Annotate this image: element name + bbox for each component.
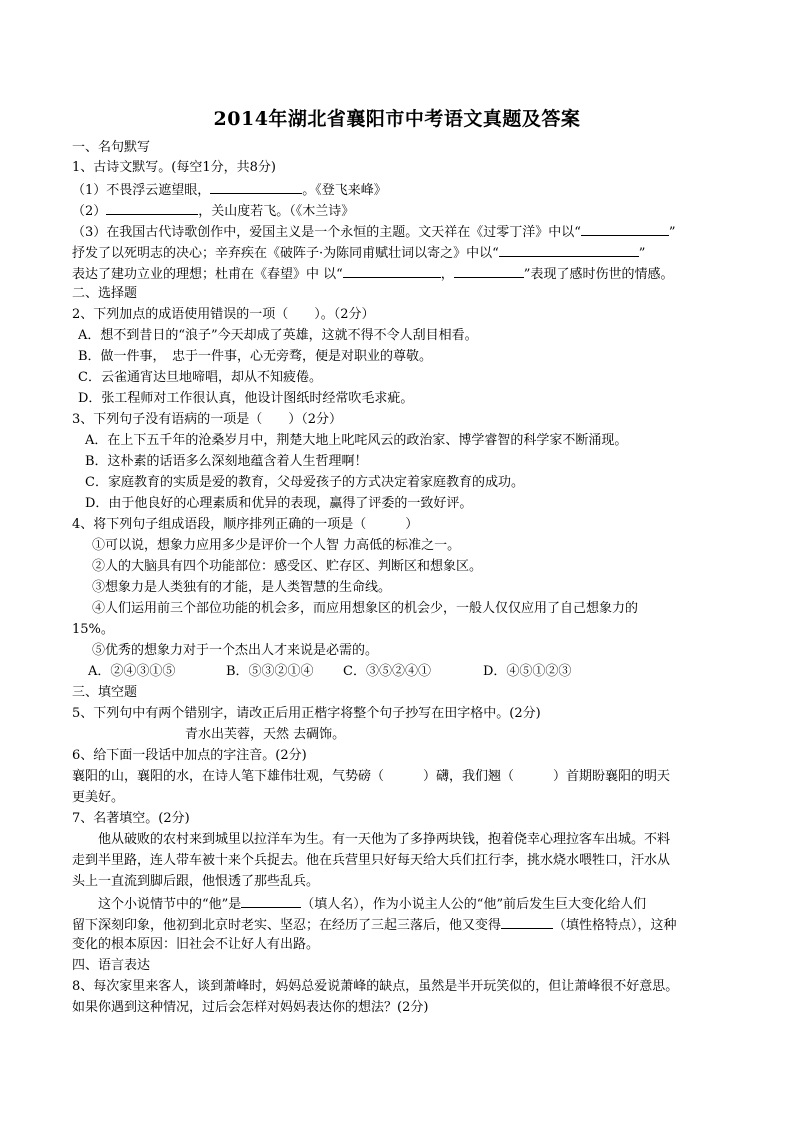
answer-blank xyxy=(581,221,669,236)
question-3-option-a: A．在上下五千年的沧桑岁月中，荆楚大地上叱咤风云的政治家、博学睿智的科学家不断涌现。 xyxy=(85,433,628,448)
question-1-3-text-e: 表达了建功立业的理想；杜甫在《春望》中 以“ xyxy=(72,267,343,282)
question-4-sentence-4: ④人们运用前三个部位功能的机会多，而应用想象区的机会少，一般人仅仅应用了自己想象力的 xyxy=(92,601,639,616)
question-2-option-d: D．张工程师对工作很认真，他设计图纸时经常吹毛求疵。 xyxy=(78,391,414,406)
question-7-text-d: （填性格特点），这种 xyxy=(553,918,677,933)
question-1-3-line-3 xyxy=(72,263,673,285)
question-1-3-line-2 xyxy=(72,242,645,264)
question-7-fill-line-1 xyxy=(98,893,646,915)
answer-blank xyxy=(501,914,553,929)
question-4-sentence-5: ⑤优秀的想象力对于一个杰出人才来说是必需的。 xyxy=(92,643,379,658)
question-6-passage-2: 更美好。 xyxy=(72,790,125,805)
question-1-3-text-c: 抒发了以死明志的决心；辛弃疾在《破阵子·为陈同甫赋壮词以寄之》中以“ xyxy=(72,246,499,261)
question-3: 3、下列句子没有语病的一项是（ ）（2分） xyxy=(72,412,343,427)
question-1-3-line-1 xyxy=(72,221,676,243)
question-4: 4、将下列句子组成语段，顺序排列正确的一项是（ ） xyxy=(72,517,419,532)
answer-blank xyxy=(454,263,524,278)
question-5: 5、下列句中有两个错别字，请改正后用正楷字将整个句子抄写在田字格中。(2分) xyxy=(72,706,541,721)
question-4-option-c: C．③⑤②④① xyxy=(343,664,431,679)
answer-blank xyxy=(499,242,639,257)
question-1-3-text-g: ”表现了感时伤世的情感。 xyxy=(523,267,674,282)
section-2-heading: 二、选择题 xyxy=(72,286,138,301)
answer-blank xyxy=(343,263,441,278)
question-1-1-source: 。《登飞来峰》 xyxy=(302,183,387,198)
question-2-option-a: A．想不到昔日的“浪子”今天却成了英雄，这就不得不令人刮目相看。 xyxy=(78,328,478,343)
question-4-sentence-2: ②人的大脑具有四个功能部位：感受区、贮存区、判断区和想象区。 xyxy=(92,559,483,574)
section-1-heading: 一、名句默写 xyxy=(72,140,151,155)
question-7-fill-line-3: 变化的根本原因：旧社会不让好人有出路。 xyxy=(72,937,320,952)
question-7-fill-line-2 xyxy=(72,914,677,936)
question-1-2-text: ，关山度若飞。（《木兰诗》 xyxy=(198,204,355,219)
question-7-text-b: （填人名），作为小说主人公的“他”前后发生巨大变化给人们 xyxy=(301,897,647,912)
page-title: 2014年湖北省襄阳市中考语文真题及答案 xyxy=(213,108,581,130)
section-4-heading: 四、语言表达 xyxy=(72,958,151,973)
question-1-2-label: （2） xyxy=(72,204,107,219)
question-7-text-c: 留下深刻印象，他初到北京时老实、坚忍；在经历了三起三落后，他又变得 xyxy=(72,918,502,933)
question-4-option-d: D．④⑤①②③ xyxy=(483,664,572,679)
question-4-sentence-4-cont: 15%。 xyxy=(72,622,114,637)
question-8-line-2: 如果你遇到这种情况，过后会怎样对妈妈表达你的想法？(2分) xyxy=(72,1000,429,1015)
question-3-option-b: B．这朴素的话语多么深刻地蕴含着人生哲理啊！ xyxy=(85,454,368,469)
question-6: 6、给下面一段话中加点的字注音。(2分) xyxy=(72,748,307,763)
question-1: 1、古诗文默写。(每空1分，共8分) xyxy=(72,160,276,175)
answer-blank xyxy=(241,893,301,908)
quote-close: ” xyxy=(638,246,646,261)
question-7-text-a: 这个小说情节中的“他”是 xyxy=(98,897,242,912)
question-3-option-c: C．家庭教育的实质是爱的教育，父母爱孩子的方式决定着家庭教育的成功。 xyxy=(85,475,524,490)
question-2-option-c: C．云雀通宵达旦地啼唱，却从不知疲倦。 xyxy=(78,370,322,385)
question-5-sentence: 青水出芙蓉，天然 去碉饰。 xyxy=(185,727,346,742)
question-2: 2、下列加点的成语使用错误的一项（ ）。（2分） xyxy=(72,307,375,322)
question-1-2 xyxy=(72,200,354,222)
answer-blank xyxy=(210,179,302,194)
answer-blank xyxy=(106,200,198,215)
question-8-line-1: 8、每次家里来客人，谈到萧峰时，妈妈总爱说萧峰的缺点，虽然是半开玩笑似的，但让萧峰很不好意思。 xyxy=(72,979,679,994)
comma: ， xyxy=(440,267,454,282)
question-7-passage-1: 他从破败的农村来到城里以拉洋车为生。有一天他为了多挣两块钱，抱着侥幸心理拉客车出城。不料 xyxy=(98,832,671,847)
quote-close: ” xyxy=(668,225,676,240)
question-1-3-text-a: （3）在我国古代诗歌创作中，爱国主义是一个永恒的主题。文天祥在《过零丁洋》中以“ xyxy=(72,225,581,240)
question-7-passage-2: 走到半里路，连人带车被十来个兵捉去。他在兵营里只好每天给大兵们扛行李，挑水烧水喂牲口，汗水从 xyxy=(72,853,671,868)
question-1-1-text: （1）不畏浮云遮望眼， xyxy=(72,183,211,198)
question-1-1 xyxy=(72,179,387,201)
question-7: 7、名著填空。(2分) xyxy=(72,811,190,826)
question-4-option-b: B．⑤③②①④ xyxy=(226,664,314,679)
question-6-passage-1: 襄阳的山，襄阳的水，在诗人笔下雄伟壮观，气势磅（ ）礴，我们翘（ ）首期盼襄阳的明天 xyxy=(72,769,671,784)
question-3-option-d: D．由于他良好的心理素质和优异的表现，赢得了评委的一致好评。 xyxy=(85,496,473,511)
question-4-sentence-1: ①可以说，想象力应用多少是评价一个人智 力高低的标准之一。 xyxy=(92,538,461,553)
question-4-option-a: A．②④③①⑤ xyxy=(88,664,176,679)
question-2-option-b: B．做一件事， 忠于一件事，心无旁骛，便是对职业的尊敬。 xyxy=(78,349,433,364)
section-3-heading: 三、填空题 xyxy=(72,685,138,700)
question-4-sentence-3: ③想象力是人类独有的才能，是人类智慧的生命线。 xyxy=(92,580,392,595)
question-7-passage-3: 头上一直流到脚后跟，他恨透了那些乱兵。 xyxy=(72,874,320,889)
